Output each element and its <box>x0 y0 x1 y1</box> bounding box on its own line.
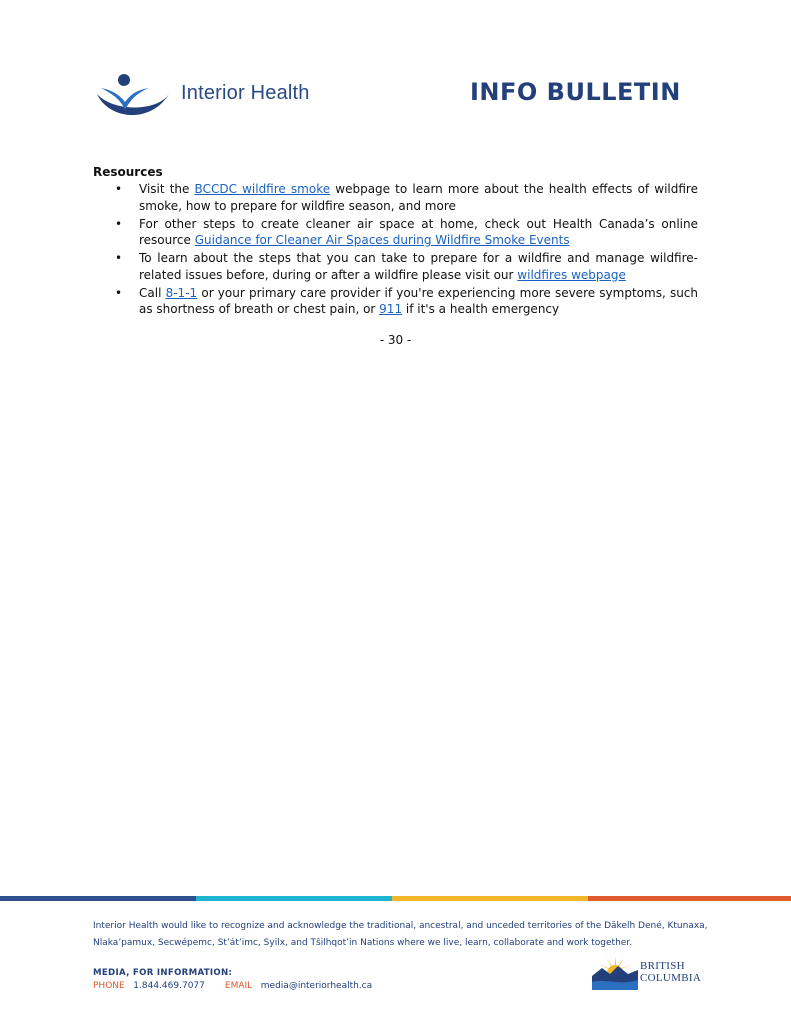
bccdc-wildfire-smoke-link[interactable]: BCCDC wildfire smoke <box>194 182 331 196</box>
bullet-icon: • <box>115 285 123 300</box>
list-item: • To learn about the steps that you can take to prepare for a wildfire and manage wildfire-related issues before, during or after a wildfire please visit our wildfires webpage <box>115 251 698 282</box>
bullet-icon: • <box>115 251 123 265</box>
interior-health-emblem-icon <box>93 72 173 122</box>
bc-logo-line2: COLUMBIA <box>640 972 702 984</box>
interior-health-logo <box>93 72 323 122</box>
british-columbia-logo <box>592 954 712 990</box>
footer-stripe-teal <box>196 896 392 901</box>
911-link[interactable]: 911 <box>379 302 403 316</box>
list-item: • Call 8-1-1 or your primary care provider if you're experiencing more severe symptoms, such as shortness of breath or chest pain, or 911 if it's a health emergency <box>115 285 699 316</box>
org-name: Interior Health <box>181 82 310 104</box>
bulletin-title: INFO BULLETIN <box>470 78 681 106</box>
811-link[interactable]: 8-1-1 <box>165 285 198 300</box>
list-item: • Visit the BCCDC wildfire smoke webpage to learn more about the health effects of wildfire smoke, how to prepare for wildfire season, and more <box>115 182 698 213</box>
bullet-icon: • <box>115 216 123 231</box>
page-end-marker: - 30 - <box>379 333 412 347</box>
bullet-icon: • <box>115 182 123 196</box>
media-contact <box>93 981 372 991</box>
footer-stripe-navy <box>0 896 196 901</box>
footer-stripe-orange <box>588 896 791 901</box>
resources-list <box>93 181 698 319</box>
phone-label: PHONE <box>93 981 125 991</box>
footer-stripe-yellow <box>392 896 588 901</box>
list-item: • For other steps to create cleaner air space at home, check out Health Canada’s online resource Guidance for Cleaner Air Spaces during Wildfire Smoke Events <box>115 216 698 247</box>
email-label: EMAIL <box>224 981 253 991</box>
cleaner-air-guidance-link[interactable]: Guidance for Cleaner Air Spaces during Wildfire Smoke Events <box>194 233 570 247</box>
email-address[interactable]: media@interiorhealth.ca <box>260 981 373 991</box>
phone-number: 1.844.469.7077 <box>133 981 205 991</box>
bc-logo-line1: BRITISH <box>640 960 685 972</box>
land-acknowledgement: Interior Health would like to recognize and acknowledge the traditional, ancestral, and unceded territories of the Dākelh Dené, Ktunaxa, Nlaka’pamux, Secwépemc, St’át’imc, Syilx, and Tŝilhqot’in Nations where we live, learn, collaborate and work together. <box>93 921 708 948</box>
wildfires-webpage-link[interactable]: wildfires webpage <box>517 267 626 282</box>
resources-heading: Resources <box>93 165 163 179</box>
bc-sun-mountain-icon <box>592 954 638 990</box>
media-contact-label: MEDIA, FOR INFORMATION: <box>93 968 233 978</box>
